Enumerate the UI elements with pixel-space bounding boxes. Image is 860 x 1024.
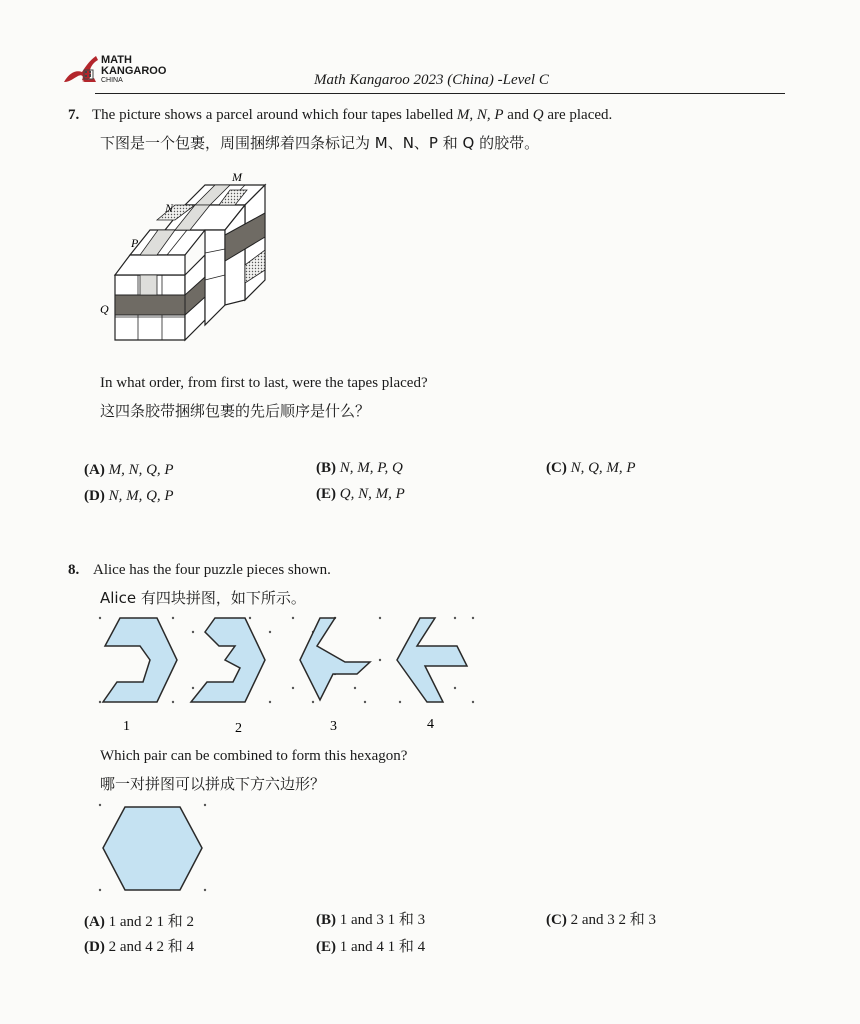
q8-choice-b[interactable] <box>316 908 425 929</box>
q7-number: 7. <box>68 107 80 123</box>
q7-choice-b-label: (B) <box>316 460 336 476</box>
hexagon-figure <box>95 800 210 895</box>
q8-number: 8. <box>68 562 80 578</box>
q8-text-cn: Alice 有四块拼图，如下所示。 <box>100 589 306 607</box>
q7-choice-d-label: (D) <box>84 488 105 504</box>
header-rule <box>95 93 785 94</box>
tape-p-front <box>140 275 157 295</box>
logo-line-china: CHINA <box>101 77 123 84</box>
q7-text-en <box>92 107 612 124</box>
q8-choice-e[interactable] <box>316 935 425 956</box>
q8-choice-b-label: (B) <box>316 912 336 928</box>
piece-label-2: 2 <box>235 721 242 735</box>
q7-text-cn: 下图是一个包裹，周围捆绑着四条标记为 M、N、P 和 Q 的胶带。 <box>100 134 540 152</box>
q8-choice-b-text: 1 and 3 1 和 3 <box>339 912 426 928</box>
label-m: M <box>232 170 242 184</box>
q7-text-vars: M, N, P <box>456 107 504 123</box>
q7-choice-d[interactable] <box>84 488 174 505</box>
q8-choice-a-label: (A) <box>84 914 105 930</box>
puzzle-piece-4[interactable] <box>397 618 467 702</box>
q7-text-post: are placed. <box>543 107 613 123</box>
piece-label-3: 3 <box>330 719 337 734</box>
q8-choice-c[interactable] <box>546 908 656 929</box>
label-q: Q <box>100 302 109 316</box>
q7-choice-c-text: N, Q, M, P <box>570 460 636 476</box>
piece-label-4: 4 <box>427 717 434 732</box>
kangaroo-logo-icon <box>60 52 102 86</box>
q7-text-q: Q <box>532 107 544 123</box>
q7-choice-a-label: (A) <box>84 462 105 478</box>
q8-choice-a[interactable] <box>84 910 194 931</box>
q8-choice-e-label: (E) <box>316 939 336 955</box>
q8-choice-e-text: 1 and 4 1 和 4 <box>339 939 426 955</box>
q7-choice-e[interactable] <box>316 486 405 503</box>
q7-choice-b-text: N, M, P, Q <box>339 460 403 476</box>
header <box>0 0 860 100</box>
q8-choice-c-label: (C) <box>546 912 567 928</box>
q7-question-cn: 这四条胶带捆绑包裹的先后顺序是什么？ <box>100 402 371 420</box>
puzzle-piece-2[interactable] <box>191 618 265 702</box>
logo-line-math: MATH <box>101 54 132 66</box>
puzzle-piece-3[interactable] <box>300 618 370 700</box>
page-title: Math Kangaroo 2023 (China) -Level C <box>314 72 549 88</box>
q7-choice-a-text: M, N, Q, P <box>108 462 174 478</box>
puzzle-pieces-figure <box>95 610 480 735</box>
q8-choice-a-text: 1 and 2 1 和 2 <box>108 914 194 930</box>
q7-choice-e-text: Q, N, M, P <box>339 486 405 502</box>
q7-choice-d-text: N, M, Q, P <box>108 488 174 504</box>
q7-choice-c-label: (C) <box>546 460 567 476</box>
puzzle-piece-1[interactable] <box>103 618 177 702</box>
q8-choice-d-text: 2 and 4 2 和 4 <box>108 939 194 955</box>
q8-question-en: Which pair can be combined to form this hexagon? <box>100 748 408 764</box>
q7-choice-b[interactable] <box>316 460 403 477</box>
label-p: P <box>131 236 139 250</box>
q7-question-en: In what order, from first to last, were the tapes placed? <box>100 375 428 391</box>
parcel-figure <box>95 165 285 350</box>
piece-label-1: 1 <box>123 719 130 734</box>
q8-choice-c-text: 2 and 3 2 和 3 <box>570 912 656 928</box>
q8-text-en: Alice has the four puzzle pieces shown. <box>93 562 331 578</box>
hexagon-shape <box>103 807 202 890</box>
q7-choice-a[interactable] <box>84 462 174 479</box>
q7-text-pre: The picture shows a parcel around which four tapes labelled <box>92 107 457 123</box>
q8-question-cn: 哪一对拼图可以拼成下方六边形？ <box>100 775 326 793</box>
q8-choice-d-label: (D) <box>84 939 105 955</box>
q7-text-and: and <box>503 107 533 123</box>
logo-line-kangaroo: KANGAROO <box>101 65 167 77</box>
tape-q <box>115 295 185 315</box>
q7-choice-e-label: (E) <box>316 486 336 502</box>
q8-choice-d[interactable] <box>84 935 194 956</box>
label-n: N <box>165 201 174 215</box>
q7-choice-c[interactable] <box>546 460 636 477</box>
